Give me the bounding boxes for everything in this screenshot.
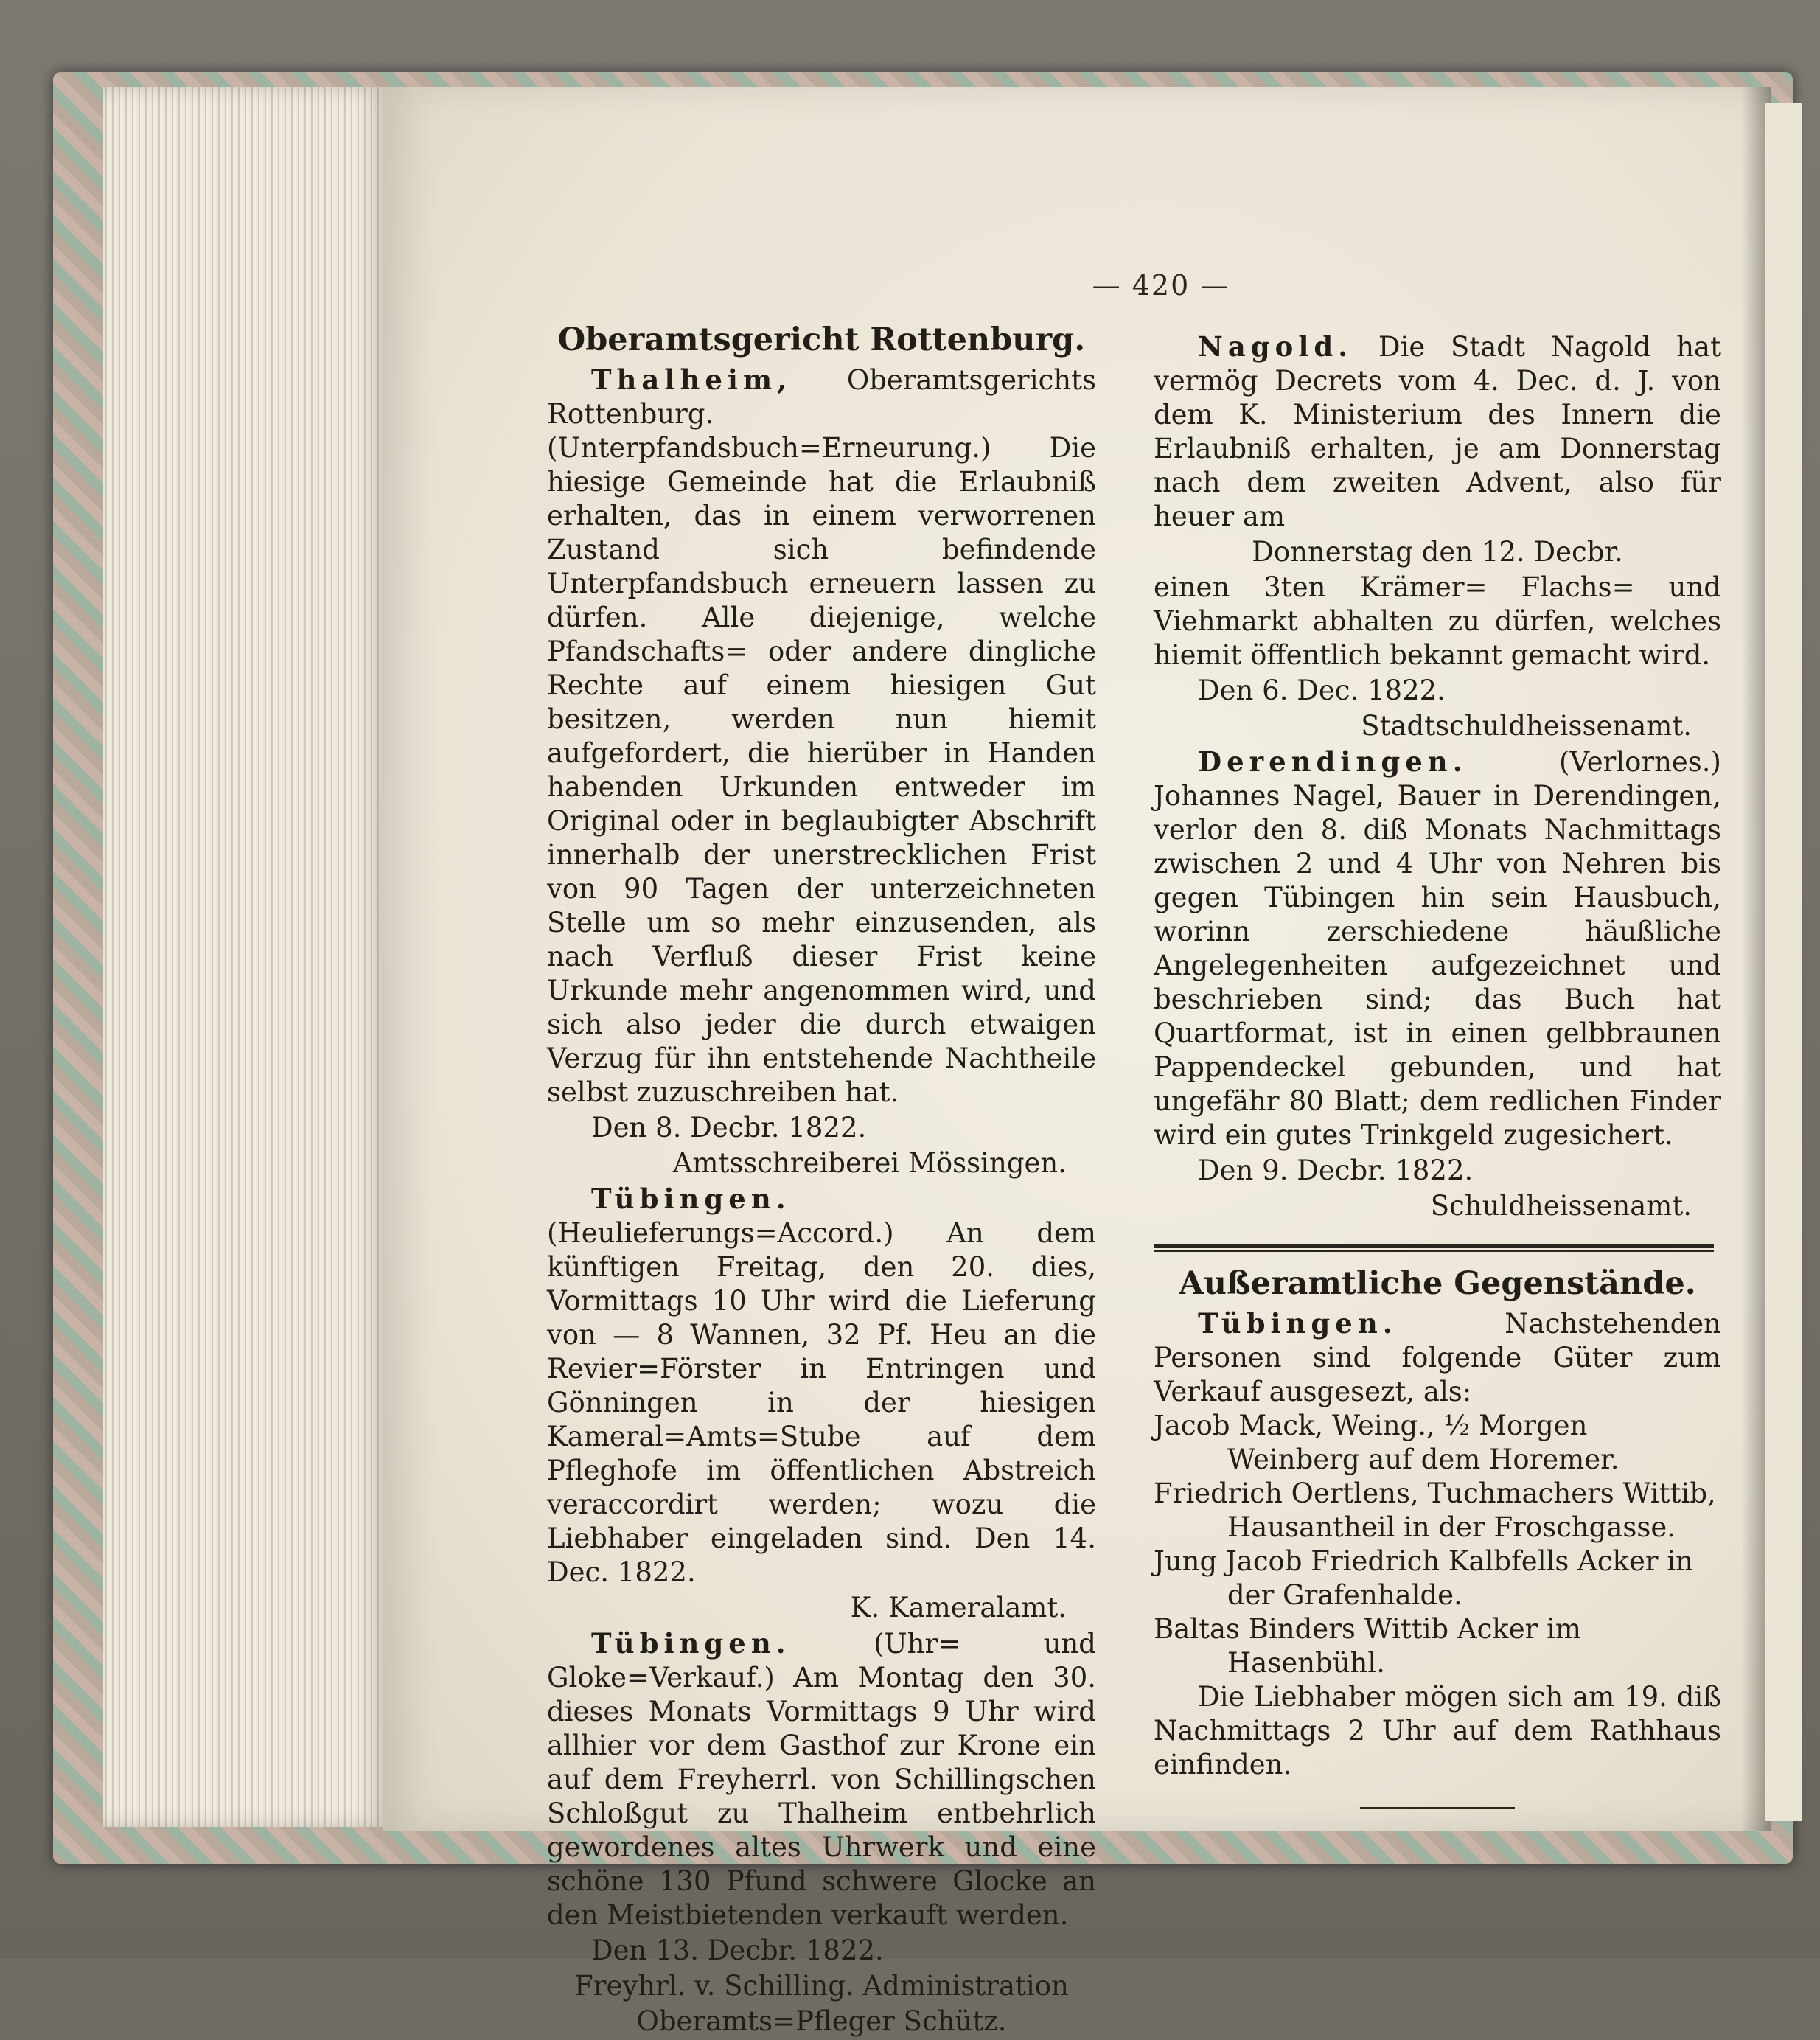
list-item: [1154, 1409, 1721, 1477]
notice-date: Den 6. Dec. 1822.: [1198, 675, 1446, 706]
item-rest: Morgen Weinberg auf dem Horemer.: [1227, 1410, 1619, 1475]
notice-intro: Nachstehenden Personen sind folgende Güter zum Verkauf ausgesezt, als:: [1154, 1308, 1721, 1407]
list-item: [1154, 1477, 1721, 1545]
notice-signature: Schuldheissenamt.: [1430, 1190, 1692, 1222]
notice-body: (Verlornes.) Johannes Nagel, Bauer in Derendingen, verlor den 8. diß Monats Nachmittags zwischen 2 und 4 Uhr von Nehren bis gegen Tübingen hin sein Hausbuch, worinn zerschiedene häußliche Angelegenheiten aufgezeichnet und beschrieben sind; das Buch hat Quartformat, ist in einen gelbbraunen Pappendeckel gebunden, und hat ungefähr 80 Blatt; dem redlichen Finder wird ein gutes Trinkgeld zugesichert.: [1154, 746, 1721, 1151]
notice-place: Derendingen.: [1198, 745, 1468, 778]
notice-place: Tübingen.: [591, 1183, 791, 1215]
notice-date: Den 14. Dec. 1822.: [547, 1522, 1096, 1588]
notice-date: Den 13. Decbr. 1822.: [591, 1935, 884, 1966]
item-fraction: ½: [1443, 1410, 1471, 1441]
item-name: Friedrich Oertlens, Tuchmachers Wittib,: [1154, 1477, 1716, 1509]
right-column: [1154, 330, 1721, 1809]
notice-derendingen: [1154, 745, 1721, 1152]
list-item: [1154, 1612, 1721, 1680]
notice-closing: Die Liebhaber mögen sich am 19. diß Nachmittags 2 Uhr auf dem Rathhaus einfinden.: [1154, 1681, 1721, 1780]
section-divider: [1154, 1244, 1714, 1252]
notice-signature-2: Oberamts=Pfleger Schütz.: [636, 2005, 1007, 2037]
notice-place: Nagold.: [1198, 330, 1353, 363]
notice-center-line: Donnerstag den 12. Decbr.: [1252, 536, 1623, 568]
page-edges: [103, 87, 391, 1827]
notice-thalheim: [547, 363, 1096, 1110]
end-rule: [1360, 1807, 1515, 1809]
notice-signature: Stadtschuldheissenamt.: [1361, 710, 1692, 742]
list-item: [1154, 1545, 1721, 1612]
notice-tuebingen-heu: [547, 1182, 1096, 1590]
notice-place: Tübingen.: [591, 1627, 791, 1660]
notice-signature: Amtsschreiberei Mössingen.: [672, 1147, 1067, 1179]
item-name: Jung Jacob Friedrich Kalbfells Acker in der: [1154, 1545, 1693, 1611]
item-name: Baltas Binders Wittib Acker im Hasenbühl.: [1154, 1613, 1581, 1679]
section-heading: Außeramtliche Gegenstände.: [1179, 1265, 1696, 1302]
notice-tuebingen-uhr: [547, 1626, 1096, 1932]
item-rest: Grafenhalde.: [1283, 1579, 1462, 1611]
item-name: Jacob Mack, Weing.,: [1154, 1410, 1435, 1441]
section-heading: Oberamtsgericht Rottenburg.: [557, 321, 1086, 358]
left-column: [547, 323, 1096, 2040]
notice-place: Tübingen.: [1198, 1307, 1398, 1340]
notice-date: Den 8. Decbr. 1822.: [591, 1112, 867, 1143]
next-page-edge: [1765, 103, 1802, 1821]
notice-tuebingen-verkauf: [1154, 1306, 1721, 1409]
notice-body-continued: einen 3ten Krämer= Flachs= und Viehmarkt abhalten zu dürfen, welches hiemit öffentlich bekannt gemacht wird.: [1154, 571, 1721, 671]
notice-place: Thalheim,: [591, 363, 792, 396]
notice-body: Oberamtsgerichts Rottenburg. (Unterpfandsbuch=Erneurung.) Die hiesige Gemeinde hat die Erlaubniß erhalten, das in einem verworrenen Zustand sich befindende Unterpfandsbuch erneuern lassen zu dürfen. Alle diejenige, welche Pfandschafts= oder andere dingliche Rechte auf einem hiesigen Gut besitzen, werden nun hiemit aufgefordert, die hierüber in Handen habenden Urkunden entweder im Original oder in beglaubigter Abschrift innerhalb der unerstrecklichen Frist von 90 Tagen der unterzeichneten Stelle um so mehr einzusenden, als nach Verfluß dieser Frist keine Urkunde mehr angenommen wird, und sich also jeder die durch etwaigen Verzug für ihn entstehende Nachtheile selbst zuzuschreiben hat.: [547, 364, 1096, 1108]
notice-body: (Uhr= und Gloke=Verkauf.) Am Montag den 30. dieses Monats Vormittags 9 Uhr wird allhier vor dem Gasthof zur Krone ein auf dem Freyherrl. von Schillingschen Schloßgut zu Thalheim entbehrlich gewordenes altes Uhrwerk und eine schöne 130 Pfund schwere Glocke an den Meistbietenden verkauft werden.: [547, 1628, 1096, 1931]
notice-signature: Freyhrl. v. Schilling. Administration: [574, 1970, 1069, 2002]
page-number: — 420 —: [1092, 269, 1230, 302]
notice-body: Die Stadt Nagold hat vermög Decrets vom 4. Dec. d. J. von dem K. Ministerium des Innern die Erlaubniß erhalten, je am Donnerstag nach dem zweiten Advent, also für heuer am: [1154, 331, 1721, 532]
item-rest: Hausantheil in der Froschgasse.: [1227, 1511, 1676, 1543]
notice-signature: K. Kameralamt.: [850, 1592, 1067, 1623]
notice-date: Den 9. Decbr. 1822.: [1198, 1155, 1474, 1186]
notice-nagold: [1154, 330, 1721, 534]
notice-body: (Heulieferungs=Accord.) An dem künftigen Freitag, den 20. dies, Vormittags 10 Uhr wird die Lieferung von — 8 Wannen, 32 Pf. Heu an die Revier=Förster in Entringen und Gönningen in der hiesigen Kameral=Amts=Stube auf dem Pfleghofe im öffentlichen Abstreich veraccordirt werden; wozu die Liebhaber eingeladen sind.: [547, 1217, 1096, 1554]
